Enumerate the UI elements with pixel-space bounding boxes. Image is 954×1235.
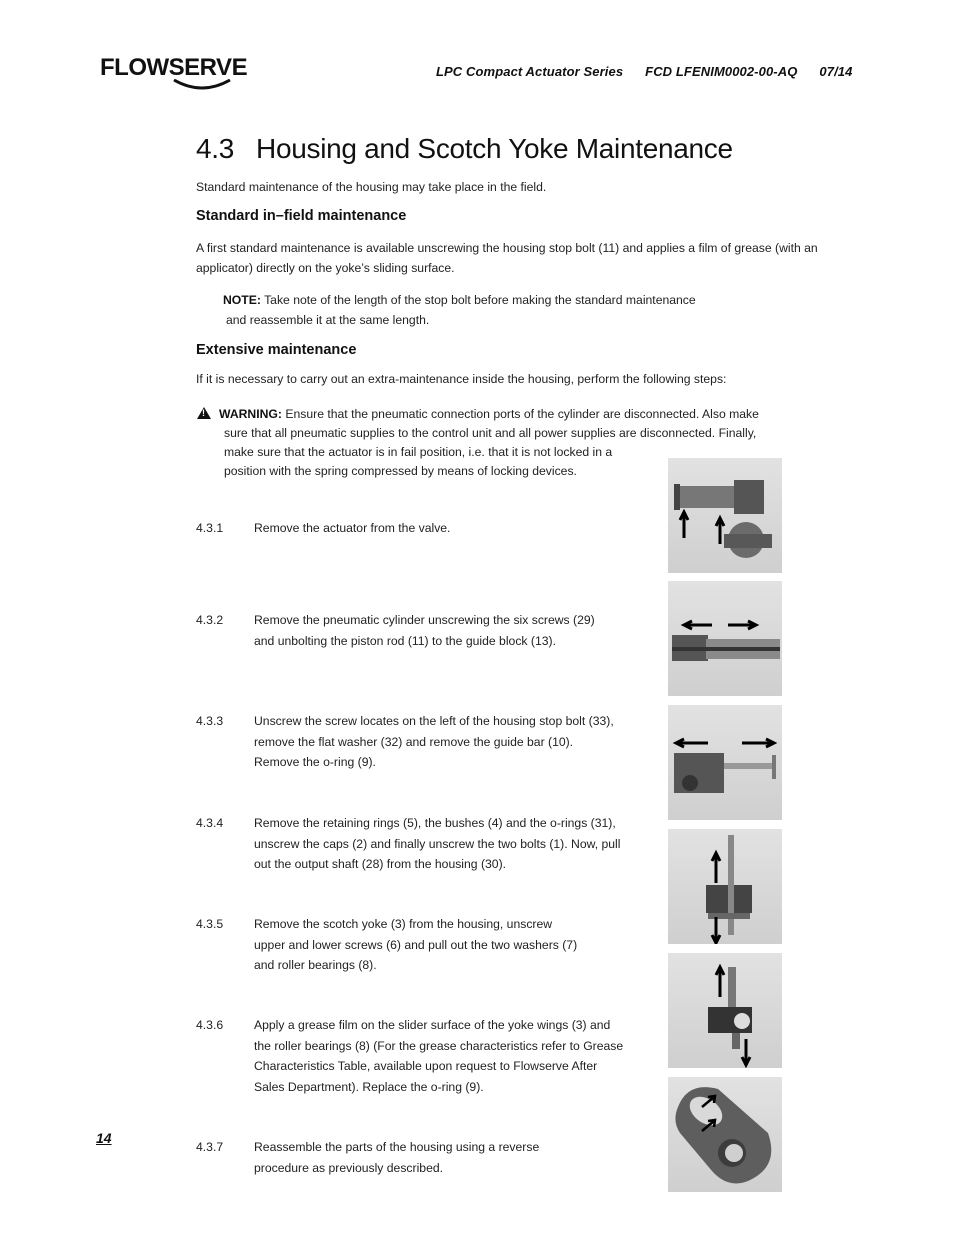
step-line: Remove the o-ring (9). bbox=[254, 755, 376, 769]
step-number: 4.3.5 bbox=[196, 917, 224, 931]
step-line: Remove the retaining rings (5), the bushes (4) and the o-rings (31), bbox=[254, 816, 616, 830]
guide-bar-removal-image bbox=[668, 705, 782, 820]
standard-paragraph bbox=[196, 238, 818, 278]
step-line: Reassemble the parts of the housing using a reverse bbox=[254, 1140, 540, 1154]
standard-line-2: applicator) directly on the yoke’s sliding surface. bbox=[196, 261, 455, 275]
warning-line-1: Ensure that the pneumatic connection ports of the cylinder are disconnected. Also make bbox=[281, 407, 759, 421]
step-number: 4.3.4 bbox=[196, 816, 224, 830]
step-line: Apply a grease film on the slider surface of the yoke wings (3) and bbox=[254, 1018, 611, 1032]
step-line: upper and lower screws (6) and pull out the two washers (7) bbox=[254, 937, 578, 952]
step-line: the roller bearings (8) (For the grease characteristics refer to Grease bbox=[254, 1038, 624, 1053]
step-number: 4.3.3 bbox=[196, 714, 224, 728]
warning-icon bbox=[197, 407, 211, 419]
step-line: Unscrew the screw locates on the left of the housing stop bolt (33), bbox=[254, 714, 614, 728]
standard-line-1: A first standard maintenance is available unscrewing the housing stop bolt (11) and applies a film of grease (with an bbox=[196, 241, 818, 255]
warning-line-3: make sure that the actuator is in fail position, i.e. that it is not locked in a bbox=[224, 445, 613, 459]
grease-application-image bbox=[668, 1077, 782, 1192]
cylinder-removal-image bbox=[668, 581, 782, 696]
page-header bbox=[436, 64, 852, 79]
step-line: Remove the scotch yoke (3) from the housing, unscrew bbox=[254, 917, 553, 931]
section-title bbox=[196, 133, 733, 165]
section-title-text: Housing and Scotch Yoke Maintenance bbox=[256, 133, 733, 164]
actuator-removal-image bbox=[668, 458, 782, 573]
logo-swoosh-icon bbox=[172, 78, 234, 92]
note-label: NOTE: bbox=[223, 293, 261, 307]
note-line-2: and reassemble it at the same length. bbox=[226, 313, 430, 327]
extensive-intro: If it is necessary to carry out an extra-maintenance inside the housing, perform the following steps: bbox=[196, 372, 727, 386]
warning-line-2: sure that all pneumatic supplies to the control unit and all power supplies are disconnected. Finally, bbox=[224, 426, 757, 440]
step-number: 4.3.1 bbox=[196, 521, 224, 535]
step-text bbox=[254, 1137, 539, 1178]
step-text bbox=[254, 711, 614, 773]
step-line: procedure as previously described. bbox=[254, 1160, 444, 1175]
step-number: 4.3.2 bbox=[196, 613, 224, 627]
step-line: unscrew the caps (2) and finally unscrew the two bolts (1). Now, pull bbox=[254, 836, 621, 851]
note-line-1: Take note of the length of the stop bolt before making the standard maintenance bbox=[260, 293, 696, 307]
page-number: 14 bbox=[96, 1130, 112, 1146]
step-text bbox=[254, 610, 595, 651]
step-line: Remove the actuator from the valve. bbox=[254, 521, 451, 535]
step-text bbox=[254, 813, 620, 875]
step-line: and roller bearings (8). bbox=[254, 958, 377, 972]
note-block bbox=[223, 290, 696, 330]
step-line: Remove the pneumatic cylinder unscrewing the six screws (29) bbox=[254, 613, 595, 627]
step-text bbox=[254, 914, 577, 976]
step-line: Characteristics Table, available upon request to Flowserve After bbox=[254, 1059, 598, 1073]
step-line: remove the flat washer (32) and remove the guide bar (10). bbox=[254, 734, 574, 749]
output-shaft-removal-image bbox=[668, 829, 782, 944]
section-intro: Standard maintenance of the housing may take place in the field. bbox=[196, 180, 547, 194]
logo-text: FLOWSERVE bbox=[100, 54, 248, 81]
step-number: 4.3.7 bbox=[196, 1140, 224, 1154]
document-date: 07/14 bbox=[819, 64, 853, 79]
warning-line-4: position with the spring compressed by means of locking devices. bbox=[224, 464, 577, 478]
step-text bbox=[254, 518, 450, 539]
flowserve-logo bbox=[100, 46, 248, 96]
extensive-heading: Extensive maintenance bbox=[196, 342, 357, 358]
standard-heading: Standard in–field maintenance bbox=[196, 208, 407, 224]
section-number: 4.3 bbox=[196, 133, 235, 164]
step-line: out the output shaft (28) from the housing (30). bbox=[254, 857, 507, 871]
document-code: FCD LFENIM0002-00-AQ bbox=[645, 64, 798, 79]
step-line: and unbolting the piston rod (11) to the guide block (13). bbox=[254, 633, 556, 648]
scotch-yoke-removal-image bbox=[668, 953, 782, 1068]
step-number: 4.3.6 bbox=[196, 1018, 224, 1032]
warning-label: WARNING: bbox=[219, 407, 282, 421]
step-line: Sales Department). Replace the o-ring (9). bbox=[254, 1079, 484, 1094]
step-text bbox=[254, 1015, 623, 1097]
series-name: LPC Compact Actuator Series bbox=[436, 64, 624, 79]
